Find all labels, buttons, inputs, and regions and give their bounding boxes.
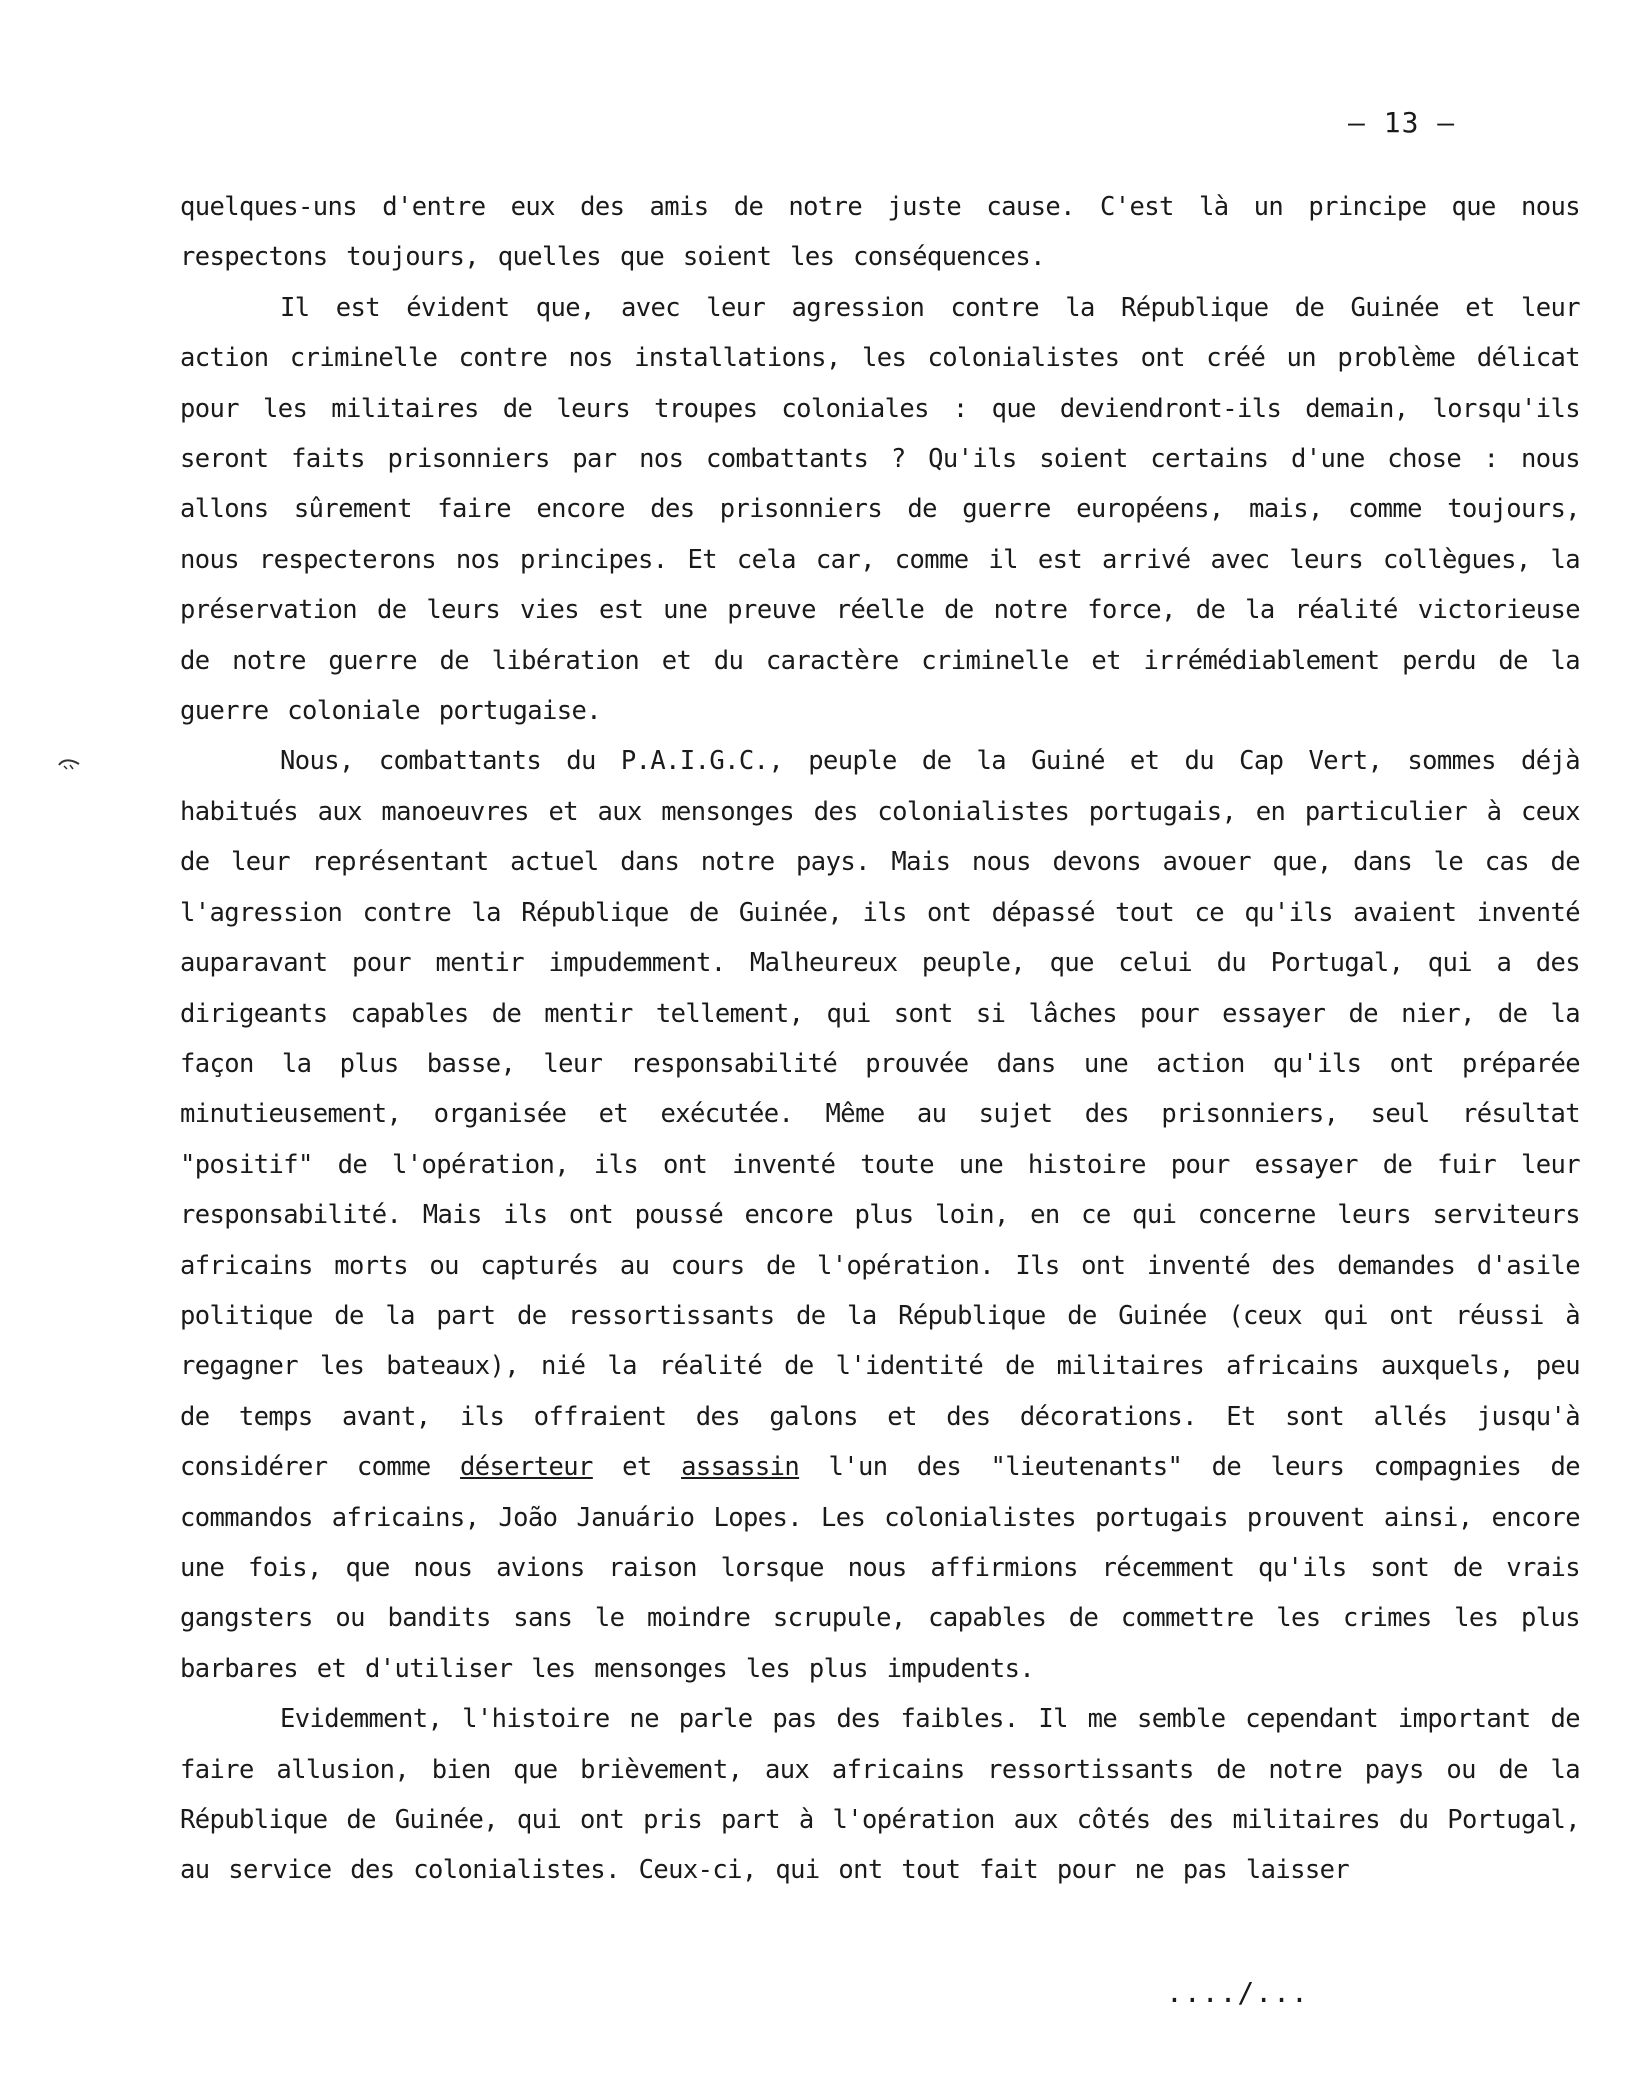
paragraph — [180, 182, 1580, 283]
underlined-word: déserteur — [460, 1452, 593, 1483]
text-segment: Evidemment, l'histoire ne parle pas des faibles. Il me semble cependant important de faire allusion, bien que brièvement, aux africains ressortissants de notre pays ou de la République de Guinée, qui ont pris part à l'opération aux côtés des militaires du Portugal, au service des colonialistes. Ceux-ci, qui ont tout fait pour ne pas laisser — [180, 1704, 1580, 1886]
text-segment: quelques-uns d'entre eux des amis de notre juste cause. C'est là un principe que nous respectons toujours, quelles que soient les conséquences. — [180, 192, 1580, 273]
continuation-mark: ..../... — [1166, 1976, 1309, 2009]
margin-ink-mark — [58, 758, 80, 770]
page-number: – 13 – — [1348, 106, 1456, 139]
text-segment: Nous, combattants du P.A.I.G.C., peuple de la Guiné et du Cap Vert, sommes déjà habitués aux manoeuvres et aux mensonges des colonialistes portugais, en particulier à ceux de leur représentant actuel dans notre pays. Mais nous devons avouer que, dans le cas de l'agression contre la République de Guinée, ils ont dépassé tout ce qu'ils avaient inventé auparavant pour mentir impudemment. Malheureux peuple, que celui du Portugal, qui a des dirigeants capables de mentir tellement, qui sont si lâches pour essayer de nier, de la façon la plus basse, leur responsabilité prouvée dans une action qu'ils ont préparée minutieusement, organisée et exécutée. Même au sujet des prisonniers, seul résultat "positif" de l'opération, ils ont inventé toute une histoire pour essayer de fuir leur responsabilité. Mais ils ont poussé encore plus loin, en ce qui concerne leurs serviteurs africains morts ou capturés au cours de l'opération. Ils ont inventé des demandes d'asile politique de la part de ressortissants de la République de Guinée (ceux qui ont réussi à regagner les bateaux), nié la réalité de l'identité de militaires africains auxquels, peu de temps avant, ils offraient des galons et des décorations. Et sont allés jusqu'à considérer comme — [180, 746, 1580, 1483]
underlined-word: assassin — [681, 1452, 800, 1483]
text-segment: l'un des "lieutenants" de leurs compagnies de commandos africains, João Januário Lopes. Les colonialistes portugais prouvent ainsi, encore une fois, que nous avions raison lorsque nous affirmions récemment qu'ils sont de vrais gangsters ou bandits sans le moindre scrupule, capables de commettre les crimes les plus barbares et d'utiliser les mensonges les plus impudents. — [180, 1452, 1581, 1684]
paragraph — [180, 1694, 1580, 1896]
text-segment: Il est évident que, avec leur agression contre la République de Guinée et leur action criminelle contre nos installations, les colonialistes ont créé un problème délicat pour les militaires de leurs troupes coloniales : que deviendront-ils demain, lorsqu'ils seront faits prisonniers par nos combattants ? Qu'ils soient certains d'une chose : nous allons sûrement faire encore des prisonniers de guerre européens, mais, comme toujours, nous respecterons nos principes. Et cela car, comme il est arrivé avec leurs collègues, la préservation de leurs vies est une preuve réelle de notre force, de la réalité victorieuse de notre guerre de libération et du caractère criminelle et irrémédiablement perdu de la guerre coloniale portugaise. — [180, 292, 1580, 727]
paragraph — [180, 736, 1580, 1694]
paragraph — [180, 283, 1580, 737]
body-text — [180, 182, 1580, 1896]
text-segment: et — [592, 1452, 682, 1483]
